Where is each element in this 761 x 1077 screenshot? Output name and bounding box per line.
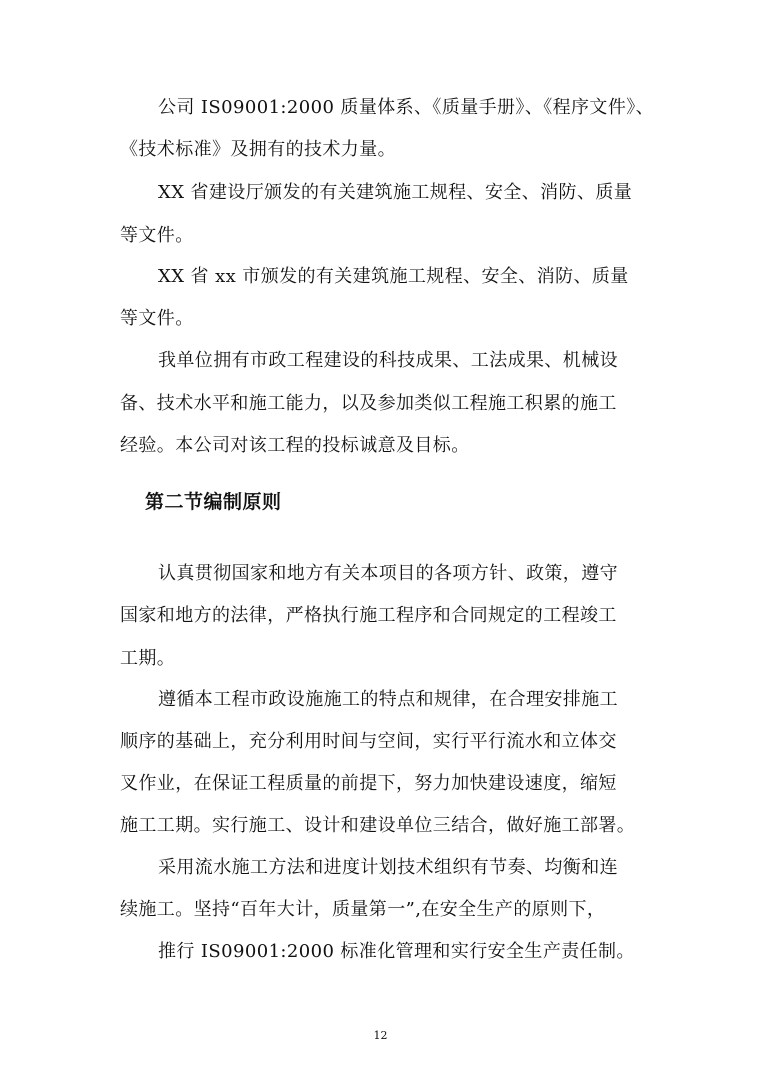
body-line: 认真贯彻国家和地方有关本项目的各项方针、政策，遵守	[158, 563, 618, 584]
body-line: 我单位拥有市政工程建设的科技成果、工法成果、机械设	[158, 350, 618, 371]
body-line: 公司 IS09001:2000 质量体系、《质量手册》、《程序文件》、	[158, 97, 655, 118]
body-line: 《技术标准》及拥有的技术力量。	[120, 139, 396, 160]
body-line: XX 省建设厅颁发的有关建筑施工规程、安全、消防、质量	[158, 182, 633, 203]
body-line: XX 省 xx 市颁发的有关建筑施工规程、安全、消防、质量	[158, 266, 629, 287]
section-heading: 第二节编制原则	[145, 491, 282, 513]
body-line: 推行 IS09001:2000 标准化管理和实行安全生产责任制。	[158, 941, 635, 962]
body-line: 备、技术水平和施工能力，以及参加类似工程施工积累的施工	[120, 393, 617, 414]
body-line: 经验。本公司对该工程的投标诚意及目标。	[120, 435, 470, 456]
body-line: 顺序的基础上，充分利用时间与空间，实行平行流水和立体交	[120, 731, 617, 752]
page-number: 12	[373, 1029, 388, 1042]
body-line: 采用流水施工方法和进度计划技术组织有节奏、均衡和连	[158, 857, 618, 878]
body-line: 等文件。	[120, 225, 194, 246]
body-line: 续施工。坚持“百年大计，质量第一”,在安全生产的原则下，	[120, 899, 606, 920]
body-line: 工期。	[120, 648, 176, 669]
body-line: 国家和地方的法律，严格执行施工程序和合同规定的工程竣工	[120, 605, 617, 626]
body-line: 施工工期。实行施工、设计和建设单位三结合，做好施工部署。	[120, 815, 636, 836]
body-line: 遵循本工程市政设施施工的特点和规律，在合理安排施工	[158, 689, 618, 710]
body-line: 等文件。	[120, 308, 194, 329]
body-line: 叉作业，在保证工程质量的前提下，努力加快建设速度，缩短	[120, 773, 617, 794]
